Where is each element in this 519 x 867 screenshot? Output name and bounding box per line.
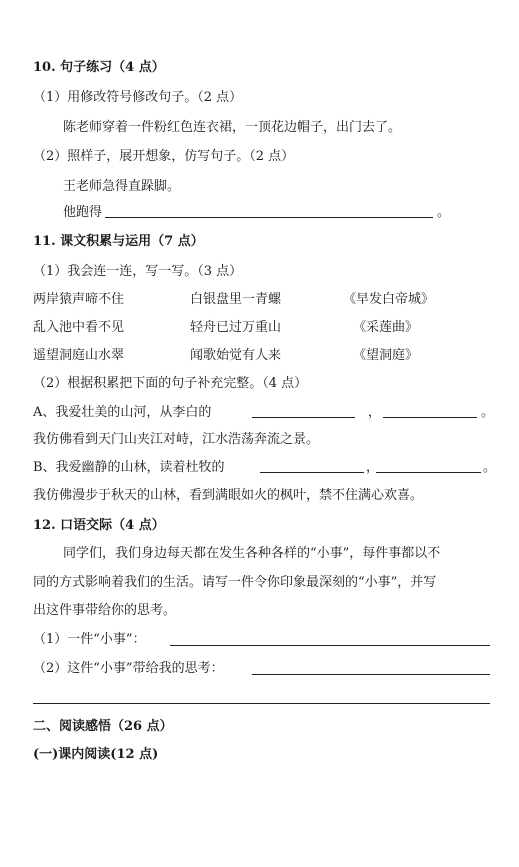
q10-answer-blank[interactable] <box>105 217 433 218</box>
q12-extra-answer-line[interactable] <box>33 703 490 704</box>
q11-title: 11. 课文积累与运用（7 点） <box>33 234 204 249</box>
q11-b-blank-1[interactable] <box>260 472 364 473</box>
q10-part2-prompt: （2）照样子，展开想象，仿写句子。（2 点） <box>33 149 295 164</box>
q11-b-end: 。 <box>483 460 497 475</box>
q12-item-1-blank[interactable] <box>170 645 490 646</box>
match-right-3[interactable]: 《望洞庭》 <box>353 348 419 363</box>
match-middle-2[interactable]: 轻舟已过万重山 <box>190 320 282 335</box>
q11-part1-prompt: （1）我会连一连，写一写。（3 点） <box>33 264 243 279</box>
q11-b-lead: B、我爱幽静的山林，读着杜牧的 <box>33 460 225 475</box>
q11-b-blank-2[interactable] <box>376 472 481 473</box>
q10-title: 10. 句子练习（4 点） <box>33 60 165 75</box>
match-middle-1[interactable]: 白银盘里一青螺 <box>190 292 282 307</box>
match-left-3[interactable]: 遥望洞庭山水翠 <box>33 348 125 363</box>
q11-a-end: 。 <box>481 405 495 420</box>
q12-item-2: （2）这件“小事”带给我的思考： <box>33 661 224 676</box>
q12-paragraph-line-1: 同学们，我们身边每天都在发生各种各样的“小事”，每件事都以不 <box>63 546 441 561</box>
match-left-1[interactable]: 两岸猿声啼不住 <box>33 292 125 307</box>
q12-title: 12. 口语交际（4 点） <box>33 518 165 533</box>
match-right-2[interactable]: 《采莲曲》 <box>353 320 419 335</box>
section-2-title: 二、阅读感悟（26 点） <box>33 719 173 734</box>
q10-part2-example: 王老师急得直跺脚。 <box>63 179 181 194</box>
q11-a-comma: ， <box>368 405 382 420</box>
q11-a-blank-1[interactable] <box>252 417 355 418</box>
section-2-subtitle: (一)课内阅读(12 点) <box>33 747 159 762</box>
q10-part1-prompt: （1）用修改符号修改句子。（2 点） <box>33 90 243 105</box>
match-right-1[interactable]: 《早发白帝城》 <box>343 292 435 307</box>
q12-item-1: （1）一件“小事”： <box>33 632 146 647</box>
q11-a-lead: A、我爱壮美的山河，从李白的 <box>33 405 212 420</box>
q12-paragraph-line-2: 同的方式影响着我们的生活。请写一件令你印象最深刻的“小事”，并写 <box>33 575 437 590</box>
match-left-2[interactable]: 乱入池中看不见 <box>33 320 125 335</box>
q10-part2-answer-lead: 他跑得 <box>63 205 103 220</box>
q11-a-blank-2[interactable] <box>383 417 477 418</box>
q11-a-follow: 我仿佛看到天门山夹江对峙，江水浩荡奔流之景。 <box>33 432 320 447</box>
q10-part2-answer-end: 。 <box>437 205 451 220</box>
q11-part2-prompt: （2）根据积累把下面的句子补充完整。（4 点） <box>33 376 308 391</box>
q12-item-2-blank[interactable] <box>252 674 490 675</box>
q11-b-follow: 我仿佛漫步于秋天的山林，看到满眼如火的枫叶，禁不住满心欢喜。 <box>33 488 424 503</box>
q11-b-comma: ， <box>366 460 380 475</box>
q10-part1-sentence: 陈老师穿着一件粉红色连衣裙，一顶花边帽子，出门去了。 <box>63 120 402 135</box>
q12-paragraph-line-3: 出这件事带给你的思考。 <box>33 603 177 618</box>
match-middle-3[interactable]: 闻歌始觉有人来 <box>190 348 282 363</box>
